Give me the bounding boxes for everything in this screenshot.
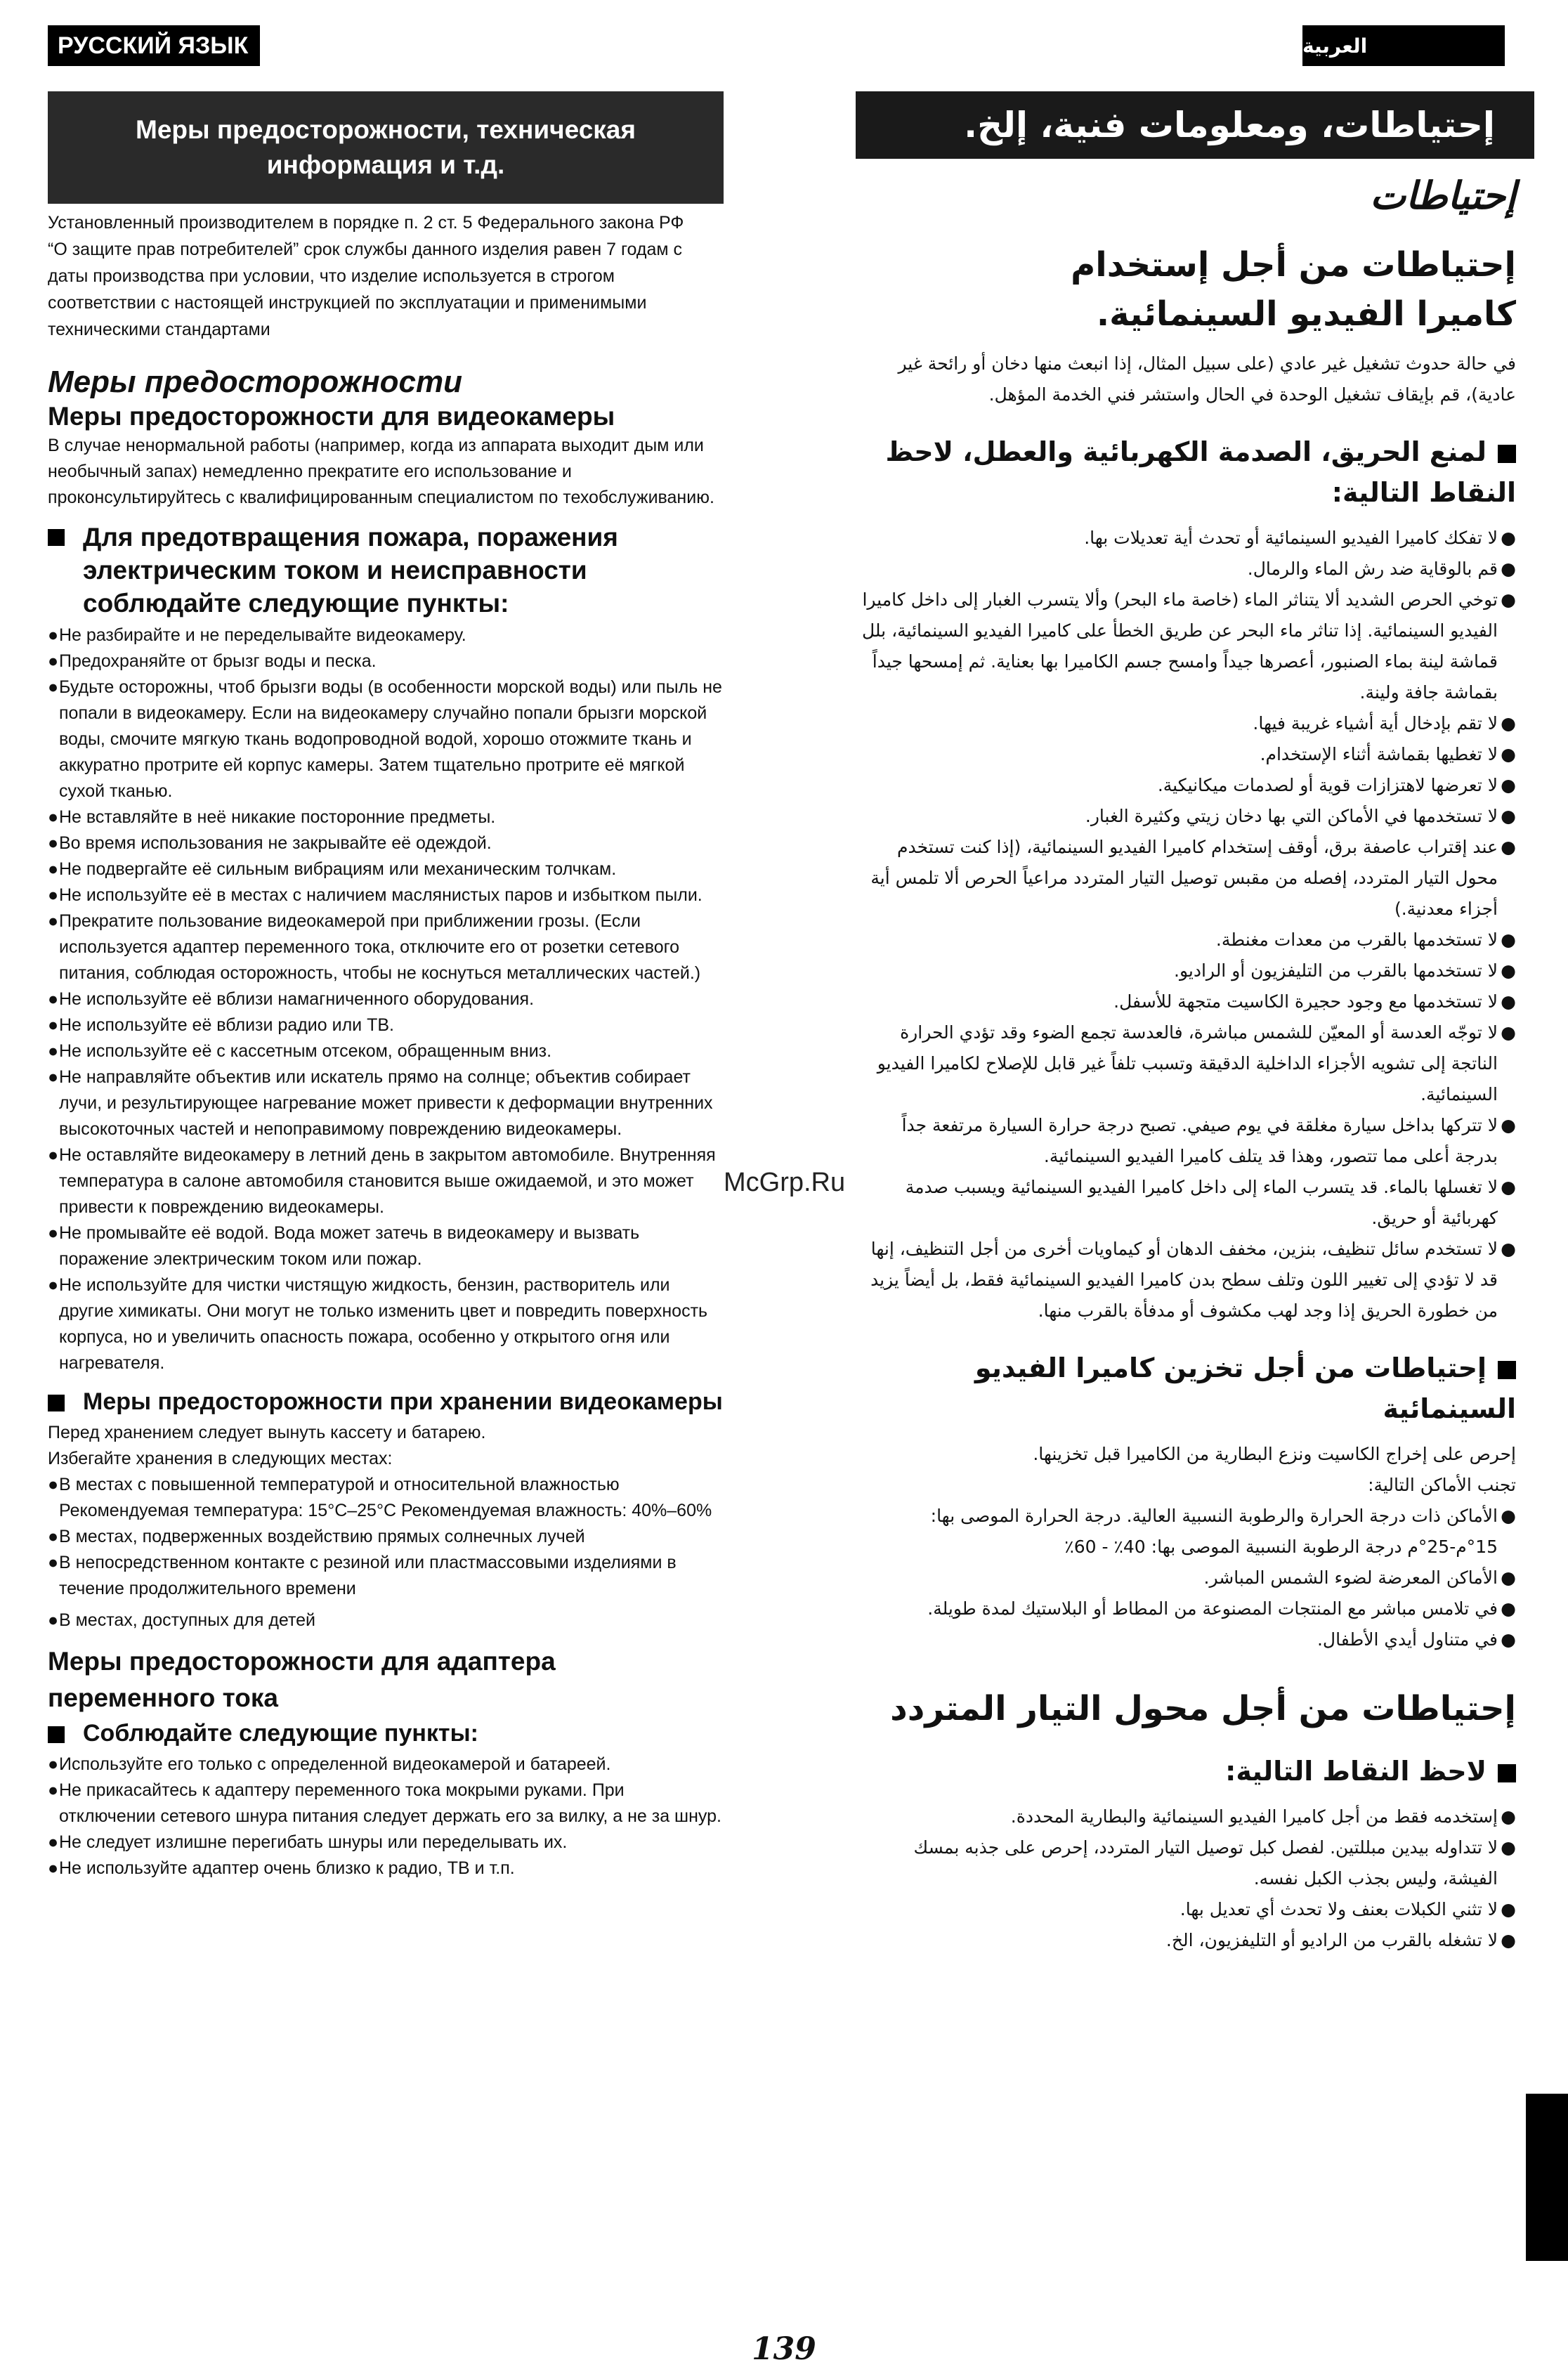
list-item: ● عند إقتراب عاصفة برق، أوقف إستخدام كاميرا الفيديو السينمائية، (إذا كنت تستخدم محول التيار المتردد، إفصله من مقبس توصيل التيار المتردد مراعياً الحرص ألا تلمس أية أجزاء معدنية.) — [856, 832, 1516, 925]
square-bullet-icon — [1498, 1361, 1516, 1379]
list-item: ● لا تستخدمها بالقرب من معدات مغنطة. — [856, 925, 1516, 956]
list-item: ● Не промывайте её водой. Вода может затечь в видеокамеру и вызвать поражение электрическим током или пожар. — [48, 1220, 724, 1272]
bullet-icon: ● — [1501, 806, 1516, 826]
language-tab-russian: РУССКИЙ ЯЗЫК — [48, 25, 260, 66]
arabic-adapter-precautions-heading: إحتياطات من أجل محول التيار المتردد — [890, 1689, 1516, 1728]
list-item: ● Не используйте её вблизи намагниченного оборудования. — [48, 986, 724, 1012]
arabic-observe-heading — [856, 1751, 1516, 1792]
bullet-icon: ● — [1501, 1806, 1516, 1827]
russian-column — [48, 204, 724, 1882]
bullet-icon: ● — [48, 1610, 59, 1630]
storage-precautions-heading-text: Меры предосторожности при хранении видеокамеры — [83, 1388, 723, 1415]
list-item: ● الأماكن ذات درجة الحرارة والرطوبة النسبية العالية. درجة الحرارة الموصى بها: 15°م-25°م درجة الرطوبة النسبية الموصى بها: 40٪ - 60٪ — [856, 1501, 1516, 1563]
list-item: ● لا تستخدم سائل تنظيف، بنزين، مخفف الدهان أو كيماويات أخرى من أجل التنظيف، إنها قد لا تؤدي إلى تغيير اللون وتلف سطح بدن كاميرا الفيديو السينمائية فقط، بل أيضاً يزيد من خطورة الحريق إذا وجد لهب مكشوف أو مدفأة بالقرب منها. — [856, 1234, 1516, 1326]
list-item: ● Не подвергайте её сильным вибрациям или механическим толчкам. — [48, 856, 724, 882]
bullet-icon: ● — [48, 1780, 59, 1800]
list-item: ● В непосредственном контакте с резиной или пластмассовыми изделиями в течение продолжительного времени — [48, 1550, 724, 1602]
language-tab-arabic: العربية — [1302, 25, 1505, 66]
bullet-icon: ● — [48, 989, 59, 1009]
arabic-storage-avoid-paragraph: تجنب الأماكن التالية: — [1368, 1475, 1516, 1495]
list-item: ● Не прикасайтесь к адаптеру переменного тока мокрыми руками. При отключении сетевого шнура питания следует держать его за вилку, а не за шнур. — [48, 1778, 724, 1830]
list-item: ● لا تعرضها لاهتزازات قوية أو لصدمات ميكانيكية. — [856, 770, 1516, 801]
bullet-icon: ● — [48, 1223, 59, 1243]
bullet-icon: ● — [1501, 960, 1516, 981]
abnormal-operation-paragraph: В случае ненормальной работы (например, когда из аппарата выходит дым или необычный запах) немедленно прекратите его использование и проконсультируйтесь с квалифицированным специалистом по техобслуживанию. — [48, 436, 714, 507]
bullet-icon: ● — [1501, 1115, 1516, 1135]
bullet-icon: ● — [48, 1275, 59, 1295]
list-item: ● Не разбирайте и не переделывайте видеокамеру. — [48, 622, 724, 648]
square-bullet-icon — [1498, 445, 1516, 463]
bullet-icon: ● — [48, 1015, 59, 1035]
list-item: ● Не используйте её вблизи радио или ТВ. — [48, 1012, 724, 1038]
fire-prevention-heading — [48, 521, 724, 620]
arabic-camera-precautions-heading: إحتياطات من أجل إستخدام كاميرا الفيديو السينمائية. — [1071, 245, 1516, 334]
arabic-section-title: إحتياطات، ومعلومات فنية، إلخ. — [856, 91, 1534, 159]
bullet-icon: ● — [1501, 559, 1516, 579]
bullet-icon: ● — [1501, 1506, 1516, 1526]
bullet-icon: ● — [1501, 1239, 1516, 1259]
list-item: ● Будьте осторожны, чтоб брызги воды (в особенности морской воды) или пыль не попали в видеокамеру. Если на видеокамеру случайно попали брызги морской воды, смочите мягкую ткань водопроводной водой, хорошо отожмите ткань и аккуратно протрите ей корпус камеры. Затем тщательно протрите её мягкой сухой тканью. — [48, 674, 724, 804]
bullet-icon: ● — [48, 1145, 59, 1165]
list-item: ● Используйте его только с определенной видеокамерой и батареей. — [48, 1752, 724, 1778]
list-item: ● في تلامس مباشر مع المنتجات المصنوعة من المطاط أو البلاستيك لمدة طويلة. — [856, 1593, 1516, 1624]
list-item: ● لا تستخدمها في الأماكن التي بها دخان زيتي وكثيرة الغبار. — [856, 801, 1516, 832]
side-tab-marker — [1526, 2094, 1568, 2261]
list-item: ● لا تستخدمها بالقرب من التليفزيون أو الراديو. — [856, 956, 1516, 986]
list-item: ● لا تغسلها بالماء. قد يتسرب الماء إلى داخل كاميرا الفيديو السينمائية ويسبب صدمة كهربائية أو حريق. — [856, 1172, 1516, 1234]
bullet-icon: ● — [1501, 1629, 1516, 1650]
bullet-icon: ● — [48, 625, 59, 645]
list-item: ● Во время использования не закрывайте её одеждой. — [48, 830, 724, 856]
list-item: ● في متناول أيدي الأطفال. — [856, 1624, 1516, 1655]
list-item: ● الأماكن المعرضة لضوء الشمس المباشر. — [856, 1563, 1516, 1593]
square-bullet-icon — [48, 1395, 65, 1411]
bullet-icon: ● — [1501, 930, 1516, 950]
square-bullet-icon — [48, 529, 65, 546]
list-item: ● لا توجّه العدسة أو المعيّن للشمس مباشرة، فالعدسة تجمع الضوء وقد تؤدي الحرارة الناتجة إلى تشويه الأجزاء الداخلية الدقيقة وتسبب تلفاً غير قابل للإصلاح لكاميرا الفيديو السينمائية. — [856, 1017, 1516, 1110]
arabic-storage-list — [856, 1501, 1516, 1655]
arabic-adapter-list — [856, 1801, 1516, 1956]
list-item: ● لا تفكك كاميرا الفيديو السينمائية أو تحدث أية تعديلات بها. — [856, 523, 1516, 554]
fire-prevention-list — [48, 622, 724, 1376]
list-item: ● Не оставляйте видеокамеру в летний день в закрытом автомобиле. Внутренняя температура в салоне автомобиля становится выше ожидаемой, и это может привести к повреждению видеокамеры. — [48, 1142, 724, 1220]
bullet-icon: ● — [48, 859, 59, 879]
list-item: ● В местах, доступных для детей — [48, 1608, 724, 1634]
bullet-icon: ● — [1501, 991, 1516, 1012]
arabic-fire-prevention-heading — [856, 431, 1516, 513]
square-bullet-icon — [48, 1726, 65, 1743]
list-item: ● إستخدمه فقط من أجل كاميرا الفيديو السينمائية والبطارية المحددة. — [856, 1801, 1516, 1832]
list-item: ● قم بالوقاية ضد رش الماء والرمال. — [856, 554, 1516, 585]
list-item: ● Не используйте её с кассетным отсеком, обращенным вниз. — [48, 1038, 724, 1064]
list-item: ● لا تشغله بالقرب من الراديو أو التليفزيون، الخ. — [856, 1925, 1516, 1956]
bullet-icon: ● — [48, 911, 59, 931]
bullet-icon: ● — [1501, 1177, 1516, 1197]
bullet-icon: ● — [48, 1553, 59, 1572]
bullet-icon: ● — [1501, 1899, 1516, 1919]
bullet-icon: ● — [1501, 713, 1516, 733]
list-item: ● Не используйте для чистки чистящую жидкость, бензин, растворитель или другие химикаты. Они могут не только изменить цвет и повредить поверхность корпуса, но и увеличить опасность пожара, особенно у открытого огня или нагревателя. — [48, 1272, 724, 1376]
bullet-icon: ● — [1501, 528, 1516, 548]
bullet-icon: ● — [1501, 589, 1516, 610]
square-bullet-icon — [1498, 1764, 1516, 1782]
precautions-heading: Меры предосторожности — [48, 365, 463, 399]
adapter-list — [48, 1752, 724, 1882]
page-number: 139 — [752, 2331, 816, 2367]
bullet-icon: ● — [1501, 744, 1516, 764]
arabic-storage-precautions-heading-text: إحتياطات من أجل تخزين كاميرا الفيديو السينمائية — [974, 1352, 1516, 1424]
list-item: ● В местах с повышенной температурой и относительной влажностью Рекомендуемая температура: 15°C–25°C Рекомендуемая влажность: 40%–60% — [48, 1472, 724, 1524]
fire-prevention-heading-text: Для предотвращения пожара, поражения электрическим током и неисправности соблюдайте следующие пункты: — [83, 523, 618, 618]
bullet-icon: ● — [48, 651, 59, 671]
bullet-icon: ● — [1501, 1930, 1516, 1950]
bullet-icon: ● — [48, 1041, 59, 1061]
storage-list — [48, 1472, 724, 1634]
bullet-icon: ● — [1501, 775, 1516, 795]
bullet-icon: ● — [1501, 1598, 1516, 1619]
list-item: ● لا تثني الكبلات بعنف ولا تحدث أي تعديل بها. — [856, 1894, 1516, 1925]
arabic-abnormal-operation-paragraph: في حالة حدوث تشغيل غير عادي (على سبيل المثال، إذا انبعث منها دخان أو رائحة غير عادية)، قم بإيقاف تشغيل الوحدة في الحال واستشر فني الخدمة المؤهل. — [898, 353, 1516, 405]
camera-precautions-heading: Меры предосторожности для видеокамеры — [48, 402, 615, 431]
arabic-fire-prevention-list — [856, 523, 1516, 1326]
storage-avoid-paragraph: Избегайте хранения в следующих местах: — [48, 1449, 393, 1468]
watermark: McGrp.Ru — [724, 1168, 846, 1197]
list-item: ● توخي الحرص الشديد ألا يتناثر الماء (خاصة ماء البحر) وألا يتسرب الغبار إلى داخل كاميرا الفيديو السينمائية. إذا تناثر ماء البحر عن طريق الخطأ على كاميرا الفيديو السينمائية، بلل قماشة لينة بماء الصنبور، أعصرها جيداً وامسح جسم الكاميرا بها بعناية. ثم إمسحها جيداً بقماشة جافة ولينة. — [856, 585, 1516, 708]
list-item: ● В местах, подверженных воздействию прямых солнечных лучей — [48, 1524, 724, 1550]
arabic-storage-paragraph: إحرص على إخراج الكاسيت ونزع البطارية من الكاميرا قبل تخزينها. — [1033, 1444, 1516, 1464]
bullet-icon: ● — [48, 1832, 59, 1852]
observe-heading — [48, 1718, 724, 1749]
list-item: ● لا تتركها بداخل سيارة مغلقة في يوم صيفي. تصبح درجة حرارة السيارة مرتفعة جداً بدرجة أعلى مما تتصور، وهذا قد يتلف كاميرا الفيديو السينمائية. — [856, 1110, 1516, 1172]
bullet-icon: ● — [48, 1754, 59, 1774]
adapter-precautions-heading: Меры предосторожности для адаптера переменного тока — [48, 1647, 556, 1712]
bullet-icon: ● — [1501, 1567, 1516, 1588]
russian-section-title: Меры предосторожности, техническая информация и т.д. — [48, 91, 724, 204]
list-item: ● Не направляйте объектив или искатель прямо на солнце; объектив собирает лучи, и результирующее нагревание может привести к деформации внутренних высокоточных частей и непоправимому повреждению видеокамеры. — [48, 1064, 724, 1142]
list-item: ● Не используйте адаптер очень близко к радио, ТВ и т.п. — [48, 1856, 724, 1882]
bullet-icon: ● — [48, 807, 59, 827]
list-item: ● Не следует излишне перегибать шнуры или переделывать их. — [48, 1830, 724, 1856]
bullet-icon: ● — [1501, 1837, 1516, 1858]
bullet-icon: ● — [48, 1067, 59, 1087]
bullet-icon: ● — [48, 833, 59, 853]
bullet-icon: ● — [1501, 837, 1516, 857]
arabic-fire-prevention-heading-text: لمنع الحريق، الصدمة الكهربائية والعطل، لاحظ النقاط التالية: — [885, 436, 1516, 508]
storage-paragraph: Перед хранением следует вынуть кассету и батарею. — [48, 1423, 486, 1442]
list-item: ● Прекратите пользование видеокамерой при приближении грозы. (Если используется адаптер переменного тока, отключите его от розетки сетевого питания, соблюдая осторожность, чтобы не коснуться металлических частей.) — [48, 908, 724, 986]
bullet-icon: ● — [48, 885, 59, 905]
list-item: ● لا تغطيها بقماشة أثناء الإستخدام. — [856, 739, 1516, 770]
bullet-icon: ● — [48, 1527, 59, 1546]
observe-heading-text: Соблюдайте следующие пункты: — [83, 1720, 478, 1747]
bullet-icon: ● — [1501, 1022, 1516, 1043]
arabic-precautions-heading: إحتياطات — [1370, 174, 1516, 218]
bullet-icon: ● — [48, 1858, 59, 1878]
arabic-column — [856, 159, 1516, 1956]
list-item: ● Не вставляйте в неё никакие посторонние предметы. — [48, 804, 724, 830]
arabic-storage-precautions-heading — [856, 1348, 1516, 1429]
arabic-observe-heading-text: لاحظ النقاط التالية: — [1225, 1756, 1487, 1787]
list-item: ● لا تتداوله بيدين مبللتين. لفصل كبل توصيل التيار المتردد، إحرص على جذبه بمسك الفيشة، وليس بجذب الكبل نفسه. — [856, 1832, 1516, 1894]
service-life-notice: Установленный производителем в порядке п. 2 ст. 5 Федерального закона РФ “О защите прав потребителей” срок службы данного изделия равен 7 годам с даты производства при условии, что изделие используется в строгом соответствии с настоящей инструкцией по эксплуатации и применимыми техническими стандартами — [48, 213, 684, 339]
list-item: ● Предохраняйте от брызг воды и песка. — [48, 648, 724, 674]
list-item: ● لا تستخدمها مع وجود حجيرة الكاسيت متجهة للأسفل. — [856, 986, 1516, 1017]
storage-precautions-heading — [48, 1386, 724, 1417]
bullet-icon: ● — [48, 677, 59, 697]
bullet-icon: ● — [48, 1475, 59, 1494]
list-item: ● لا تقم بإدخال أية أشياء غريبة فيها. — [856, 708, 1516, 739]
list-item: ● Не используйте её в местах с наличием маслянистых паров и избытком пыли. — [48, 882, 724, 908]
